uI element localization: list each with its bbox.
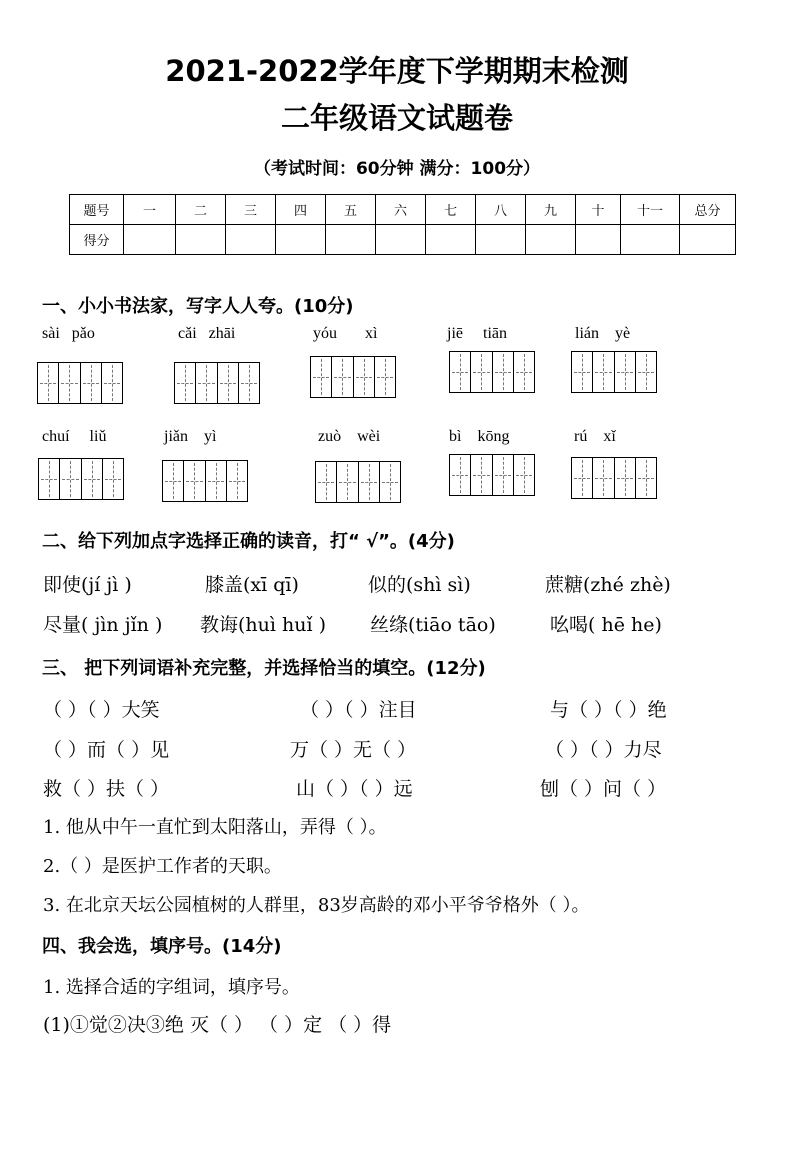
reading-item[interactable]: 似的(shì sì) [368,574,471,596]
score-row-label: 得分 [70,225,124,255]
idiom-blank[interactable]: 救（ ）扶（ ） [43,778,170,800]
score-header-cell: 八 [476,195,526,225]
idiom-blank[interactable]: （ ）而（ ）见 [43,739,170,761]
idiom-blank[interactable]: （ ）（ ）注目 [300,699,417,721]
score-input-cell[interactable] [176,225,226,255]
reading-item[interactable]: 尽量( jìn jǐn ) [43,614,163,636]
pinyin: bì kōng [449,428,510,445]
pinyin: sài pǎo [42,325,95,342]
fill-question[interactable]: 1. 他从中午一直忙到太阳落山，弄得（ ）。 [43,817,387,838]
idiom-blank[interactable]: 刨（ ）问（ ） [540,778,667,800]
pinyin: lián yè [575,325,631,342]
reading-item[interactable]: 丝绦(tiāo tāo) [370,614,496,636]
score-header-cell: 四 [276,195,326,225]
score-header-cell: 三 [226,195,276,225]
reading-item[interactable]: 教诲(huì huǐ ) [200,614,327,636]
writing-grid[interactable] [162,460,248,502]
section4-heading: 四、我会选，填序号。(14分) [42,936,282,957]
page-title: 2021-2022学年度下学期期末检测 [165,54,629,88]
score-input-cell[interactable] [376,225,426,255]
score-input-cell[interactable] [276,225,326,255]
score-header-cell: 总分 [680,195,736,225]
score-table [69,194,736,255]
section3-heading: 三、 把下列词语补充完整，并选择恰当的填空。(12分) [42,658,486,679]
score-value-row [70,225,736,255]
score-input-cell[interactable] [576,225,621,255]
pinyin: jiē tiān [447,325,507,342]
score-input-cell[interactable] [124,225,176,255]
pinyin: jiǎn yì [164,428,217,445]
score-input-cell[interactable] [226,225,276,255]
writing-grid[interactable] [571,457,657,499]
idiom-blank[interactable]: 万（ ）无（ ） [290,739,417,761]
pinyin: rú xǐ [574,428,616,445]
score-input-cell[interactable] [426,225,476,255]
choice-question[interactable]: (1)①觉②决③绝 灭（ ） （ ）定 （ ）得 [43,1014,392,1036]
score-header-cell: 十 [576,195,621,225]
reading-item[interactable]: 膝盖(xī qī) [205,574,299,596]
question-prompt: 1. 选择合适的字组词，填序号。 [43,977,300,998]
section2-heading: 二、给下列加点字选择正确的读音，打“ √”。(4分) [42,531,455,552]
writing-grid[interactable] [571,351,657,393]
writing-grid[interactable] [449,351,535,393]
writing-grid[interactable] [310,356,396,398]
score-header-cell: 九 [526,195,576,225]
score-header-cell: 题号 [70,195,124,225]
fill-question[interactable]: 3. 在北京天坛公园植树的人群里，83岁高龄的邓小平爷爷格外（ ）。 [43,895,590,916]
section1-heading: 一、小小书法家，写字人人夸。(10分) [42,296,354,317]
pinyin: zuò wèi [318,428,381,445]
reading-item[interactable]: 蔗糖(zhé zhè) [545,574,671,596]
score-header-row [70,195,736,225]
score-input-cell[interactable] [326,225,376,255]
score-input-cell[interactable] [621,225,680,255]
score-header-cell: 一 [124,195,176,225]
idiom-blank[interactable]: 山（ ）（ ）远 [296,778,413,800]
pinyin: cǎi zhāi [178,325,236,342]
reading-item[interactable]: 即使(jí jì ) [43,574,132,596]
score-header-cell: 十一 [621,195,680,225]
score-header-cell: 二 [176,195,226,225]
writing-grid[interactable] [449,454,535,496]
idiom-blank[interactable]: 与（ ）（ ）绝 [550,699,667,721]
writing-grid[interactable] [174,362,260,404]
writing-grid[interactable] [38,458,124,500]
idiom-blank[interactable]: （ ）（ ）大笑 [43,699,160,721]
exam-info: （考试时间：60分钟 满分：100分） [253,159,541,179]
fill-question[interactable]: 2.（ ）是医护工作者的天职。 [43,856,282,877]
writing-grid[interactable] [315,461,401,503]
writing-grid[interactable] [37,362,123,404]
score-header-cell: 六 [376,195,426,225]
score-input-cell[interactable] [476,225,526,255]
reading-item[interactable]: 吆喝( hē he) [550,614,662,636]
pinyin: chuí liǔ [42,428,107,445]
idiom-blank[interactable]: （ ）（ ）力尽 [545,739,662,761]
score-header-cell: 五 [326,195,376,225]
score-input-cell[interactable] [680,225,736,255]
score-input-cell[interactable] [526,225,576,255]
pinyin: yóu xì [313,325,378,342]
score-header-cell: 七 [426,195,476,225]
page-subtitle: 二年级语文试题卷 [280,101,513,135]
